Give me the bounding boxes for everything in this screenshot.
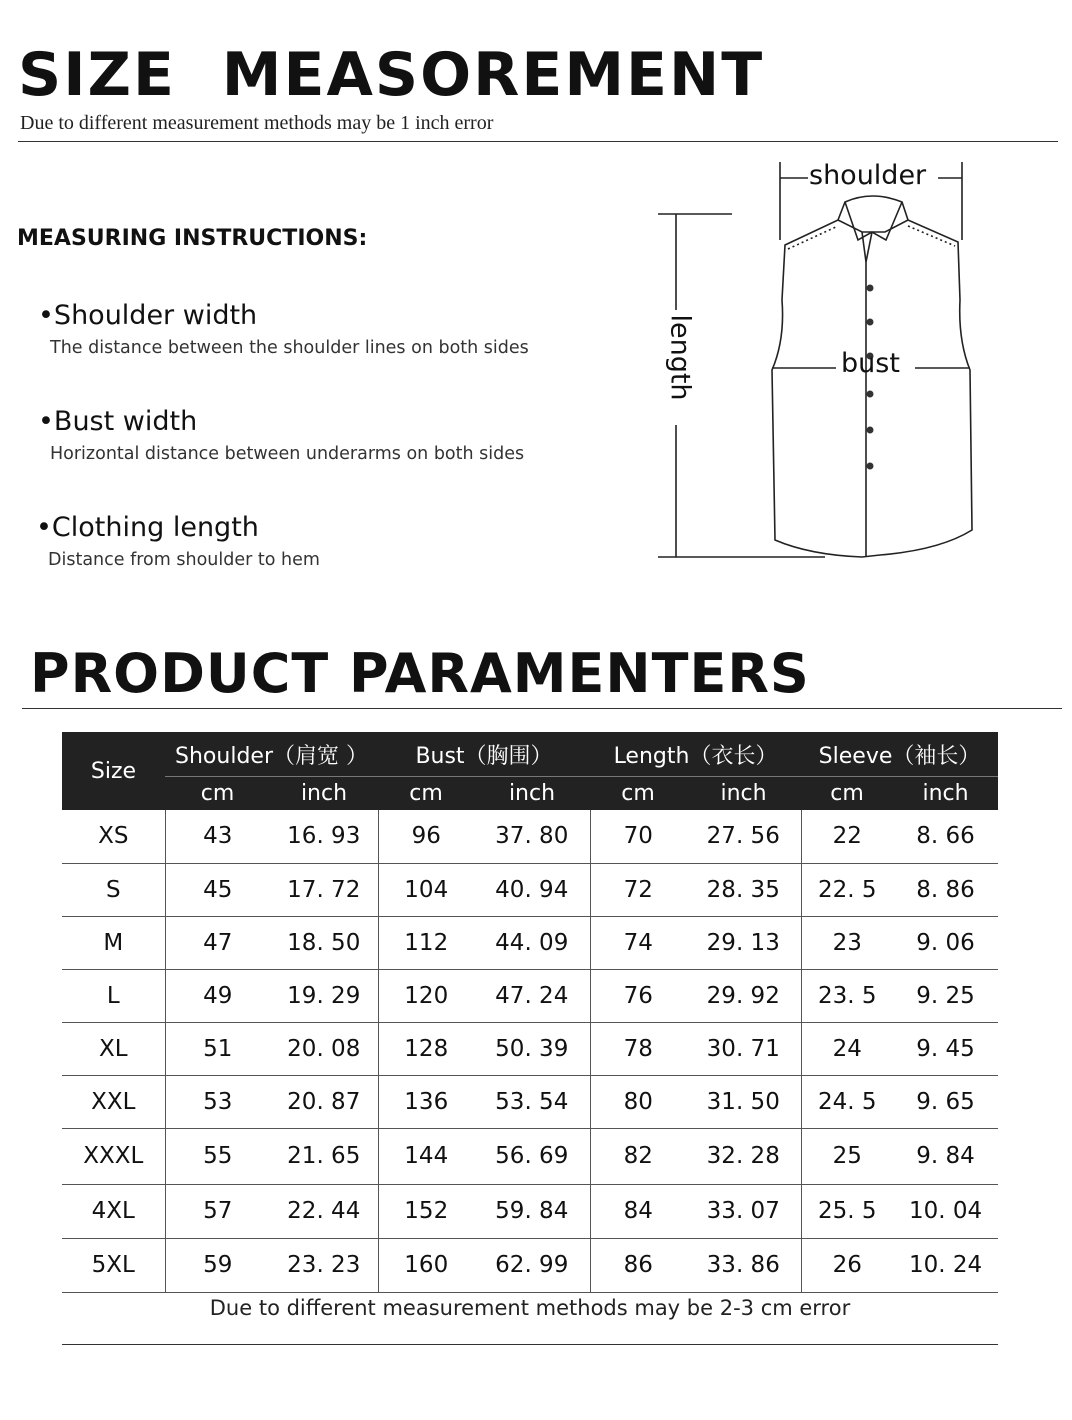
- value-cell: 76: [590, 969, 686, 1022]
- value-cell: 30. 71: [686, 1022, 801, 1075]
- bust-width-title: •Bust width: [38, 406, 198, 437]
- value-cell: 57: [165, 1184, 270, 1238]
- unit-header: inch: [893, 777, 998, 811]
- unit-header: inch: [474, 777, 590, 811]
- unit-header: cm: [801, 777, 893, 811]
- bust-width-desc: Horizontal distance between underarms on both sides: [50, 444, 525, 464]
- size-cell: S: [62, 863, 165, 916]
- table-row: [62, 1022, 998, 1075]
- size-table: [62, 732, 998, 1293]
- value-cell: 23. 23: [270, 1238, 378, 1292]
- value-cell: 37. 80: [474, 810, 590, 863]
- value-cell: 144: [378, 1128, 474, 1184]
- page-title: SIZE MEASOREMENT: [18, 40, 765, 110]
- value-cell: 120: [378, 969, 474, 1022]
- value-cell: 78: [590, 1022, 686, 1075]
- divider: [62, 1344, 998, 1345]
- size-cell: 5XL: [62, 1238, 165, 1292]
- unit-header: cm: [378, 777, 474, 811]
- value-cell: 18. 50: [270, 916, 378, 969]
- size-cell: XL: [62, 1022, 165, 1075]
- shoulder-width-title: •Shoulder width: [38, 300, 258, 331]
- value-cell: 27. 56: [686, 810, 801, 863]
- table-row: [62, 1238, 998, 1292]
- value-cell: 104: [378, 863, 474, 916]
- value-cell: 152: [378, 1184, 474, 1238]
- value-cell: 160: [378, 1238, 474, 1292]
- table-row: [62, 1184, 998, 1238]
- table-note: Due to different measurement methods may be 2-3 cm error: [209, 1296, 851, 1320]
- value-cell: 9. 65: [893, 1075, 998, 1128]
- unit-header: cm: [590, 777, 686, 811]
- shoulder-label: shoulder: [809, 160, 927, 191]
- value-cell: 47: [165, 916, 270, 969]
- unit-header: cm: [165, 777, 270, 811]
- value-cell: 40. 94: [474, 863, 590, 916]
- unit-header: inch: [686, 777, 801, 811]
- value-cell: 23: [801, 916, 893, 969]
- size-cell: M: [62, 916, 165, 969]
- value-cell: 74: [590, 916, 686, 969]
- divider: [22, 708, 1062, 709]
- instructions-heading: MEASURING INSTRUCTIONS:: [17, 226, 368, 251]
- value-cell: 29. 13: [686, 916, 801, 969]
- value-cell: 33. 86: [686, 1238, 801, 1292]
- value-cell: 31. 50: [686, 1075, 801, 1128]
- value-cell: 62. 99: [474, 1238, 590, 1292]
- value-cell: 25: [801, 1128, 893, 1184]
- value-cell: 9. 84: [893, 1128, 998, 1184]
- table-row: [62, 969, 998, 1022]
- shoulder-header: Shoulder（肩宽 ）: [165, 732, 378, 777]
- value-cell: 53: [165, 1075, 270, 1128]
- size-cell: XS: [62, 810, 165, 863]
- value-cell: 22: [801, 810, 893, 863]
- size-header: Size: [62, 732, 165, 810]
- size-cell: L: [62, 969, 165, 1022]
- bust-header: Bust（胸围）: [378, 732, 590, 777]
- value-cell: 9. 25: [893, 969, 998, 1022]
- table-row: [62, 916, 998, 969]
- value-cell: 112: [378, 916, 474, 969]
- value-cell: 24. 5: [801, 1075, 893, 1128]
- shoulder-width-desc: The distance between the shoulder lines on both sides: [50, 338, 529, 358]
- value-cell: 24: [801, 1022, 893, 1075]
- divider: [18, 141, 1058, 142]
- value-cell: 28. 35: [686, 863, 801, 916]
- value-cell: 29. 92: [686, 969, 801, 1022]
- value-cell: 10. 04: [893, 1184, 998, 1238]
- bust-label: bust: [841, 348, 900, 379]
- value-cell: 26: [801, 1238, 893, 1292]
- value-cell: 8. 86: [893, 863, 998, 916]
- value-cell: 25. 5: [801, 1184, 893, 1238]
- clothing-length-title: •Clothing length: [36, 512, 259, 543]
- value-cell: 86: [590, 1238, 686, 1292]
- clothing-length-desc: Distance from shoulder to hem: [48, 550, 320, 570]
- table-row: [62, 1075, 998, 1128]
- value-cell: 20. 87: [270, 1075, 378, 1128]
- value-cell: 128: [378, 1022, 474, 1075]
- value-cell: 17. 72: [270, 863, 378, 916]
- value-cell: 51: [165, 1022, 270, 1075]
- value-cell: 20. 08: [270, 1022, 378, 1075]
- value-cell: 50. 39: [474, 1022, 590, 1075]
- value-cell: 96: [378, 810, 474, 863]
- table-row: [62, 1128, 998, 1184]
- table-row: [62, 810, 998, 863]
- value-cell: 9. 06: [893, 916, 998, 969]
- value-cell: 45: [165, 863, 270, 916]
- unit-header: inch: [270, 777, 378, 811]
- value-cell: 8. 66: [893, 810, 998, 863]
- size-cell: XXL: [62, 1075, 165, 1128]
- table-row: [62, 863, 998, 916]
- section-title: PRODUCT PARAMENTERS: [30, 642, 810, 705]
- length-label: length: [664, 314, 696, 401]
- sleeve-header: Sleeve（袖长）: [801, 732, 998, 777]
- size-cell: XXXL: [62, 1128, 165, 1184]
- value-cell: 72: [590, 863, 686, 916]
- value-cell: 32. 28: [686, 1128, 801, 1184]
- value-cell: 59: [165, 1238, 270, 1292]
- value-cell: 53. 54: [474, 1075, 590, 1128]
- value-cell: 80: [590, 1075, 686, 1128]
- value-cell: 22. 44: [270, 1184, 378, 1238]
- page-subtitle: Due to different measurement methods may be 1 inch error: [20, 112, 494, 134]
- value-cell: 59. 84: [474, 1184, 590, 1238]
- value-cell: 33. 07: [686, 1184, 801, 1238]
- value-cell: 9. 45: [893, 1022, 998, 1075]
- value-cell: 21. 65: [270, 1128, 378, 1184]
- length-header: Length（衣长）: [590, 732, 801, 777]
- value-cell: 49: [165, 969, 270, 1022]
- value-cell: 44. 09: [474, 916, 590, 969]
- value-cell: 70: [590, 810, 686, 863]
- value-cell: 43: [165, 810, 270, 863]
- value-cell: 56. 69: [474, 1128, 590, 1184]
- value-cell: 47. 24: [474, 969, 590, 1022]
- value-cell: 23. 5: [801, 969, 893, 1022]
- value-cell: 22. 5: [801, 863, 893, 916]
- value-cell: 19. 29: [270, 969, 378, 1022]
- value-cell: 55: [165, 1128, 270, 1184]
- size-cell: 4XL: [62, 1184, 165, 1238]
- value-cell: 136: [378, 1075, 474, 1128]
- value-cell: 82: [590, 1128, 686, 1184]
- value-cell: 10. 24: [893, 1238, 998, 1292]
- value-cell: 16. 93: [270, 810, 378, 863]
- value-cell: 84: [590, 1184, 686, 1238]
